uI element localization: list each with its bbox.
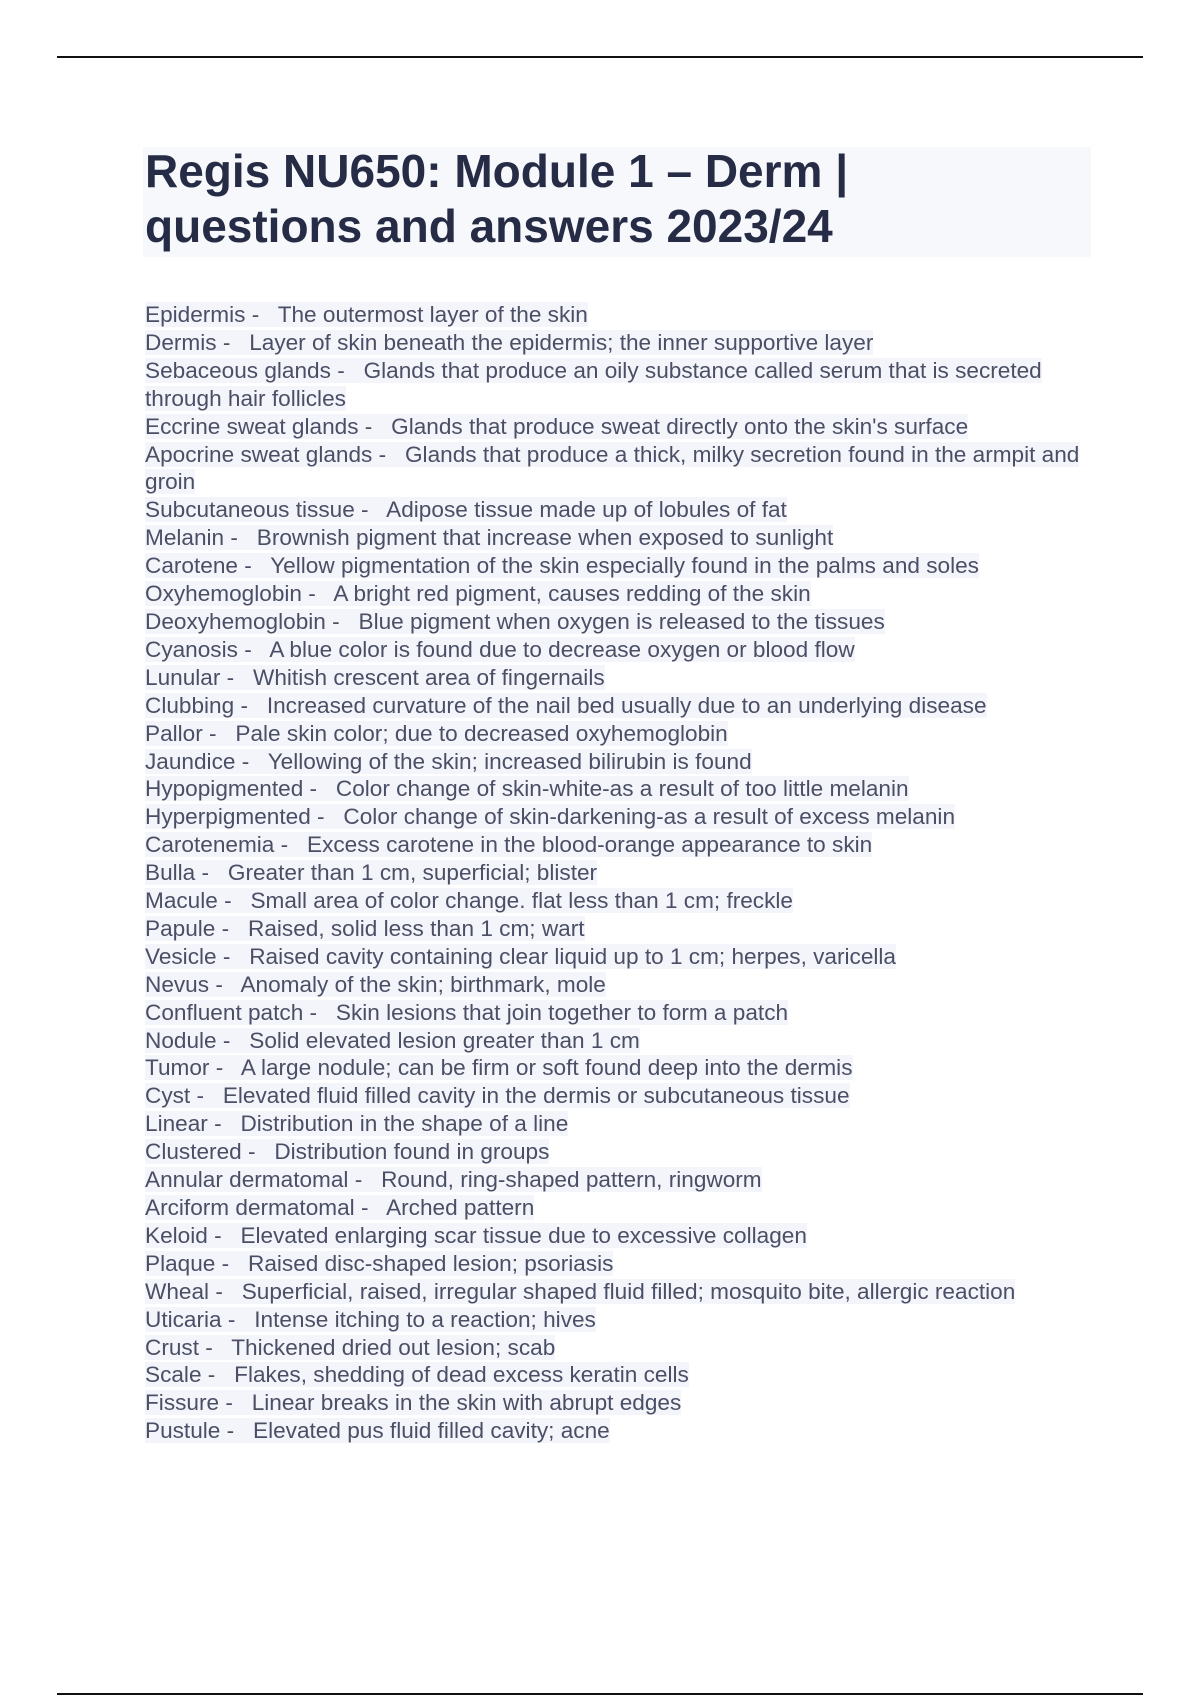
- entry-separator: -: [358, 413, 392, 439]
- entry-separator: -: [348, 1167, 382, 1193]
- glossary-entry: [145, 552, 1085, 580]
- glossary-entry: [145, 357, 1085, 413]
- glossary-entry: [145, 1334, 1085, 1362]
- entry-term: Hypopigmented: [145, 776, 304, 802]
- entry-highlight: [145, 972, 606, 997]
- glossary-entry: [145, 664, 1085, 692]
- entry-highlight: [145, 1335, 555, 1360]
- entry-term: Deoxyhemoglobin: [145, 608, 326, 634]
- entry-highlight: [145, 1418, 610, 1443]
- entry-separator: -: [302, 581, 334, 607]
- entry-highlight: [145, 1390, 681, 1415]
- entry-highlight: [145, 1167, 762, 1192]
- document-title: Regis NU650: Module 1 – Derm | questions and answers 2023/24: [145, 145, 849, 252]
- entry-highlight: [145, 330, 873, 355]
- entry-highlight: [145, 358, 1042, 411]
- glossary-entry: [145, 1110, 1085, 1138]
- entry-definition: Yellow pigmentation of the skin especially found in the palms and soles: [270, 553, 979, 579]
- entry-term: Eccrine sweat glands: [145, 413, 359, 439]
- entry-definition: Raised, solid less than 1 cm; wart: [248, 915, 585, 941]
- glossary-entry: [145, 1389, 1085, 1417]
- entry-term: Dermis: [145, 329, 217, 355]
- entry-definition: The outermost layer of the skin: [277, 302, 588, 327]
- glossary-entry: [145, 748, 1085, 776]
- glossary-entry: [145, 1250, 1085, 1278]
- entry-definition: A large nodule; can be firm or soft found deep into the dermis: [240, 1055, 853, 1081]
- entry-term: Jaundice: [145, 748, 236, 774]
- entry-highlight: [145, 637, 855, 662]
- entry-term: Confluent patch: [145, 999, 304, 1025]
- entry-definition: Glands that produce sweat directly onto the skin's surface: [391, 413, 969, 439]
- entry-definition: Brownish pigment that increase when exposed to sunlight: [256, 525, 834, 551]
- glossary-entry: [145, 1417, 1085, 1445]
- entry-highlight: [145, 693, 987, 718]
- glossary-entry: [145, 1027, 1085, 1055]
- glossary-entry: [145, 608, 1085, 636]
- entry-definition: Solid elevated lesion greater than 1 cm: [249, 1027, 640, 1053]
- entry-term: Fissure: [145, 1390, 220, 1416]
- entry-highlight: [145, 497, 787, 522]
- entry-term: Tumor: [145, 1055, 210, 1081]
- entry-highlight: [145, 1251, 613, 1276]
- entry-term: Plaque: [145, 1250, 216, 1276]
- entry-highlight: [145, 581, 811, 606]
- entry-separator: -: [202, 720, 236, 746]
- entry-highlight: [145, 1223, 807, 1248]
- entry-term: Wheal: [145, 1278, 210, 1304]
- entry-definition: Whitish crescent area of fingernails: [253, 664, 605, 690]
- entry-highlight: [145, 860, 597, 885]
- entry-definition: Greater than 1 cm, superficial; blister: [227, 860, 598, 886]
- glossary-entry: [145, 943, 1085, 971]
- entry-separator: -: [245, 302, 278, 327]
- entry-term: Scale: [145, 1362, 202, 1388]
- entry-definition: Anomaly of the skin; birthmark, mole: [240, 971, 606, 997]
- entry-separator: -: [303, 999, 336, 1025]
- entry-highlight: [145, 1362, 689, 1387]
- entry-term: Bulla: [145, 860, 196, 886]
- entry-definition: Arched pattern: [386, 1195, 535, 1220]
- entry-definition: Color change of skin-white-as a result of too little melanin: [335, 776, 909, 802]
- glossary-entry: [145, 1278, 1085, 1306]
- glossary-entry: [145, 580, 1085, 608]
- entry-separator: -: [325, 608, 359, 634]
- entry-separator: -: [217, 888, 251, 914]
- entry-separator: -: [241, 1139, 275, 1165]
- entry-definition: A blue color is found due to decrease oxygen or blood flow: [269, 636, 855, 662]
- entry-term: Carotenemia: [145, 832, 275, 858]
- entry-definition: Distribution in the shape of a line: [240, 1111, 569, 1137]
- entry-term: Nevus: [145, 971, 210, 997]
- entry-definition: Excess carotene in the blood-orange appearance to skin: [307, 832, 873, 858]
- entry-term: Carotene: [145, 553, 238, 579]
- glossary-entry: [145, 496, 1085, 524]
- entry-term: Keloid: [145, 1222, 208, 1248]
- entry-highlight: [145, 442, 1079, 495]
- entry-separator: -: [207, 1222, 241, 1248]
- entry-definition: Superficial, raised, irregular shaped fluid filled; mosquito bite, allergic reaction: [241, 1278, 1016, 1304]
- entry-separator: -: [209, 1055, 241, 1081]
- entry-term: Nodule: [145, 1027, 217, 1053]
- entry-highlight: [145, 1028, 640, 1053]
- entry-definition: Yellowing of the skin; increased bilirubin is found: [267, 748, 752, 774]
- entry-definition: Raised cavity containing clear liquid up to 1 cm; herpes, varicella: [249, 943, 896, 969]
- entry-separator: -: [224, 525, 257, 551]
- glossary-entry: [145, 1194, 1085, 1222]
- entry-definition: Glands that produce a thick, milky secretion found in the armpit and groin: [145, 441, 1080, 495]
- entry-separator: -: [372, 441, 405, 467]
- entry-term: Vesicle: [145, 943, 217, 969]
- glossary-entry: [145, 1306, 1085, 1334]
- glossary-entry: [145, 1082, 1085, 1110]
- entry-separator: -: [198, 1334, 232, 1360]
- glossary-entry: [145, 803, 1085, 831]
- entry-separator: -: [235, 748, 268, 774]
- entry-definition: Raised disc-shaped lesion; psoriasis: [248, 1250, 614, 1276]
- glossary-entry: [145, 915, 1085, 943]
- entry-definition: A bright red pigment, causes redding of the skin: [333, 581, 811, 607]
- entry-separator: -: [237, 553, 271, 579]
- entry-definition: Blue pigment when oxygen is released to the tissues: [358, 608, 885, 634]
- entry-separator: -: [274, 832, 307, 858]
- entry-highlight: [145, 302, 588, 327]
- glossary-entry: [145, 720, 1085, 748]
- entry-separator: -: [215, 1250, 248, 1276]
- entry-definition: Distribution found in groups: [274, 1139, 550, 1165]
- entry-term: Oxyhemoglobin: [145, 581, 302, 607]
- entry-term: Uticaria: [145, 1306, 222, 1332]
- entry-separator: -: [303, 776, 336, 802]
- glossary-entry: [145, 859, 1085, 887]
- entry-separator: -: [209, 971, 241, 997]
- entry-term: Cyst: [145, 1083, 191, 1109]
- entry-separator: -: [234, 692, 267, 718]
- entry-highlight: [145, 553, 979, 578]
- entry-separator: -: [216, 943, 250, 969]
- entry-separator: -: [195, 860, 228, 886]
- entry-highlight: [145, 804, 955, 829]
- entry-definition: Flakes, shedding of dead excess keratin cells: [234, 1362, 689, 1388]
- glossary-entry: [145, 413, 1085, 441]
- entry-definition: Layer of skin beneath the epidermis; the inner supportive layer: [249, 329, 874, 355]
- entry-separator: -: [215, 915, 248, 941]
- entry-term: Cyanosis: [145, 636, 238, 662]
- entry-highlight: [145, 414, 968, 439]
- glossary-entry: [145, 636, 1085, 664]
- entry-definition: Round, ring-shaped pattern, ringworm: [381, 1167, 762, 1193]
- entry-definition: Increased curvature of the nail bed usually due to an underlying disease: [266, 692, 987, 718]
- entry-definition: Pale skin color; due to decreased oxyhemoglobin: [235, 720, 728, 746]
- entry-term: Pustule: [145, 1418, 221, 1444]
- entry-definition: Skin lesions that join together to form a patch: [335, 999, 789, 1025]
- entry-highlight: [145, 665, 605, 690]
- entry-separator: -: [237, 636, 270, 662]
- glossary-entry: [145, 999, 1085, 1027]
- entry-definition: Linear breaks in the skin with abrupt edges: [251, 1390, 682, 1416]
- entry-term: Pallor: [145, 720, 203, 746]
- entry-definition: Glands that produce an oily substance called serum that is secreted through hair follicles: [145, 357, 1042, 411]
- entry-term: Arciform dermatomal: [145, 1195, 355, 1220]
- entry-separator: -: [330, 357, 364, 383]
- entry-highlight: [145, 1055, 853, 1080]
- entry-highlight: [145, 776, 909, 801]
- bottom-rule: [57, 1693, 1143, 1695]
- entry-separator: -: [220, 1418, 254, 1444]
- glossary-entry: [145, 692, 1085, 720]
- entry-definition: Elevated fluid filled cavity in the dermis or subcutaneous tissue: [222, 1083, 850, 1109]
- entry-term: Melanin: [145, 525, 225, 551]
- entry-highlight: [145, 1111, 568, 1136]
- entry-term: Crust: [145, 1334, 199, 1360]
- entry-term: Papule: [145, 915, 216, 941]
- entry-highlight: [145, 832, 872, 857]
- entry-highlight: [145, 1307, 596, 1332]
- glossary-entry: [145, 831, 1085, 859]
- entry-highlight: [145, 1083, 850, 1108]
- glossary-entry: [145, 329, 1085, 357]
- entry-term: Subcutaneous tissue: [145, 497, 355, 523]
- entry-separator: -: [354, 497, 387, 523]
- glossary-entry: [145, 971, 1085, 999]
- glossary-entry: [145, 775, 1085, 803]
- entry-definition: Intense itching to a reaction; hives: [254, 1306, 596, 1332]
- entry-term: Macule: [145, 888, 218, 914]
- entry-separator: -: [219, 1390, 252, 1416]
- entry-separator: -: [216, 1027, 250, 1053]
- glossary-entry: [145, 1361, 1085, 1389]
- entry-definition: Small area of color change. flat less than 1 cm; freckle: [250, 888, 793, 914]
- glossary-entry: [145, 441, 1085, 497]
- glossary-entry: [145, 524, 1085, 552]
- entry-highlight: [145, 888, 793, 913]
- glossary-entry: [145, 1054, 1085, 1082]
- entry-highlight: [145, 1195, 534, 1220]
- entry-separator: -: [207, 1111, 241, 1137]
- entry-highlight: [145, 1279, 1015, 1304]
- entry-separator: -: [209, 1278, 242, 1304]
- entry-term: Epidermis: [145, 302, 246, 327]
- entry-term: Lunular: [145, 664, 221, 690]
- glossary-entry: [145, 1166, 1085, 1194]
- entry-definition: Thickened dried out lesion; scab: [231, 1334, 556, 1360]
- entry-separator: -: [220, 664, 254, 690]
- top-rule: [57, 56, 1143, 58]
- glossary-entry: [145, 1222, 1085, 1250]
- entry-separator: -: [310, 804, 344, 830]
- entry-definition: Elevated pus fluid filled cavity; acne: [253, 1418, 610, 1444]
- entry-separator: -: [201, 1362, 235, 1388]
- entry-highlight: [145, 944, 896, 969]
- entry-highlight: [145, 749, 752, 774]
- entry-highlight: [145, 1000, 788, 1025]
- glossary-list: [145, 301, 1085, 1445]
- entry-highlight: [145, 1139, 549, 1164]
- entry-separator: -: [190, 1083, 223, 1109]
- entry-term: Hyperpigmented: [145, 804, 311, 830]
- entry-separator: -: [354, 1195, 387, 1220]
- entry-term: Clubbing: [145, 692, 235, 718]
- entry-highlight: [145, 721, 728, 746]
- glossary-entry: [145, 301, 1085, 329]
- entry-term: Clustered: [145, 1139, 242, 1165]
- entry-highlight: [145, 525, 833, 550]
- entry-definition: Adipose tissue made up of lobules of fat: [386, 497, 787, 523]
- entry-definition: Color change of skin-darkening-as a result of excess melanin: [343, 804, 956, 830]
- entry-term: Sebaceous glands: [145, 357, 331, 383]
- entry-highlight: [145, 916, 585, 941]
- glossary-entry: [145, 1138, 1085, 1166]
- entry-definition: Elevated enlarging scar tissue due to excessive collagen: [240, 1222, 807, 1248]
- entry-term: Annular dermatomal: [145, 1167, 349, 1193]
- entry-highlight: [145, 609, 885, 634]
- entry-term: Apocrine sweat glands: [145, 441, 373, 467]
- entry-separator: -: [221, 1306, 255, 1332]
- entry-term: Linear: [145, 1111, 208, 1137]
- glossary-entry: [145, 887, 1085, 915]
- entry-separator: -: [216, 329, 250, 355]
